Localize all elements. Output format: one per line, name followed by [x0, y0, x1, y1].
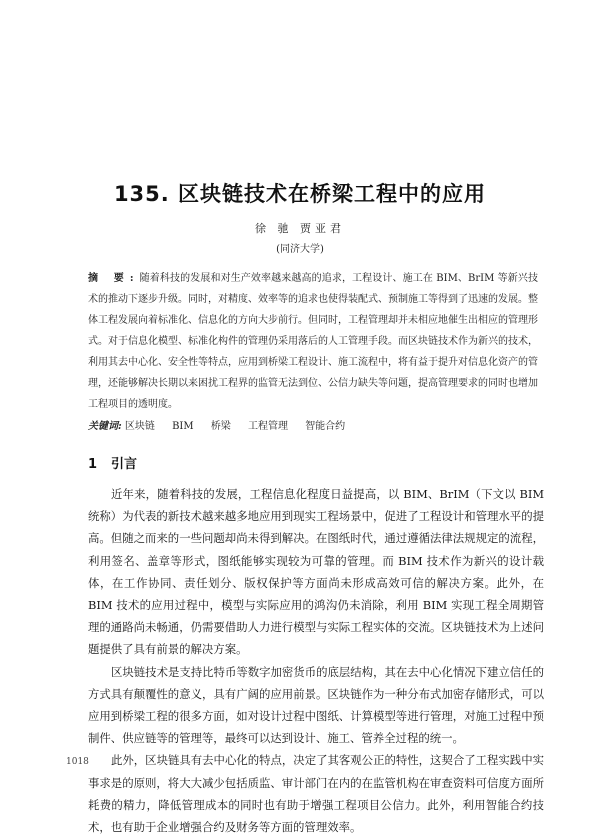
section-heading	[88, 453, 137, 472]
paragraph: 此外，区块链具有去中心化的特点，决定了其客观公正的特性，这契合了工程实践中实事求是的原则，将大大减少包括质监、审计部门在内的在监管机构在审查资料可信度方面所耗费的精力，降低管理成本的同时也有助于增强工程项目公信力。此外，利用智能合约技术，也有助于企业增强合约及财务等方面的管理效率。	[88, 753, 544, 835]
section-title: 引言	[111, 457, 138, 472]
keywords-label: 关键词:	[88, 421, 122, 432]
page-number: 1018	[66, 757, 89, 767]
abstract-label: 摘 要:	[88, 273, 140, 284]
paper-title: 135. 区块链技术在桥梁工程中的应用	[113, 182, 487, 206]
keyword: 智能合约	[305, 421, 346, 432]
keyword: 工程管理	[248, 421, 288, 432]
abstract-text: 随着科技的发展和对生产效率越来越高的追求，工程设计、施工在 BIM、BrIM 等新兴技术的推动下逐步升级。同时，对精度、效率等的追求也使得装配式、预制施工等得到了迅速的发展。整体工程发展向着标准化、信息化的方向大步前行。但同时，工程管理却并未相应地催生出相应的管理形式。对于信息化模型、标准化构件的管理仍采用落后的人工管理手段。而区块链技术作为新兴的技术，利用其去中心化、安全性等特点，应用到桥梁工程设计、施工流程中，将有益于提升对信息化资产的管理，还能够解决长期以来困扰工程界的监管无法到位、公信力缺失等问题，提高管理要求的同时也增加工程项目的透明度。	[88, 273, 538, 410]
keywords	[88, 417, 538, 437]
affiliation: (同济大学)	[276, 244, 324, 255]
authors: 徐 驰 贾亚君	[255, 222, 345, 235]
keyword: 区块链	[124, 421, 155, 432]
abstract	[88, 268, 538, 415]
keyword: 桥梁	[210, 421, 231, 432]
paragraph: 区块链技术是支持比特币等数字加密货币的底层结构，其在去中心化情况下建立信任的方式具有颠覆性的意义，具有广阔的应用前景。区块链作为一种分布式加密存储形式，可以应用到桥梁工程的很多方面，如对设计过程中图纸、计算模型等进行管理，对施工过程中预制件、供应链等的管理等，最终可以达到设计、施工、管养全过程的统一。	[88, 664, 544, 746]
body-text	[88, 483, 544, 838]
paragraph: 近年来，随着科技的发展，工程信息化程度日益提高，以 BIM、BrIM（下文以 BIM 统称）为代表的新技术越来越多地应用到现实工程场景中，促进了工程设计和管理水平的提高。但随之而来的一些问题却尚未得到解决。在图纸时代，通过遵循法律法规规定的流程，利用签名、盖章等形式，图纸能够实现较为可靠的管理。而 BIM 技术作为新兴的设计载体，在工作协同、责任划分、版权保护等方面尚未形成高效可信的解决方案。此外，在 BIM 技术的应用过程中，模型与实际应用的鸿沟仍未消除，利用 BIM 实现工程全周期管理的通路尚未畅通，仍需要借助人力进行模型与实际工程实体的交流。区块链技术为上述问题提供了具有前景的解决方案。	[88, 487, 544, 657]
section-number: 1	[88, 457, 98, 472]
keyword: BIM	[172, 421, 194, 432]
